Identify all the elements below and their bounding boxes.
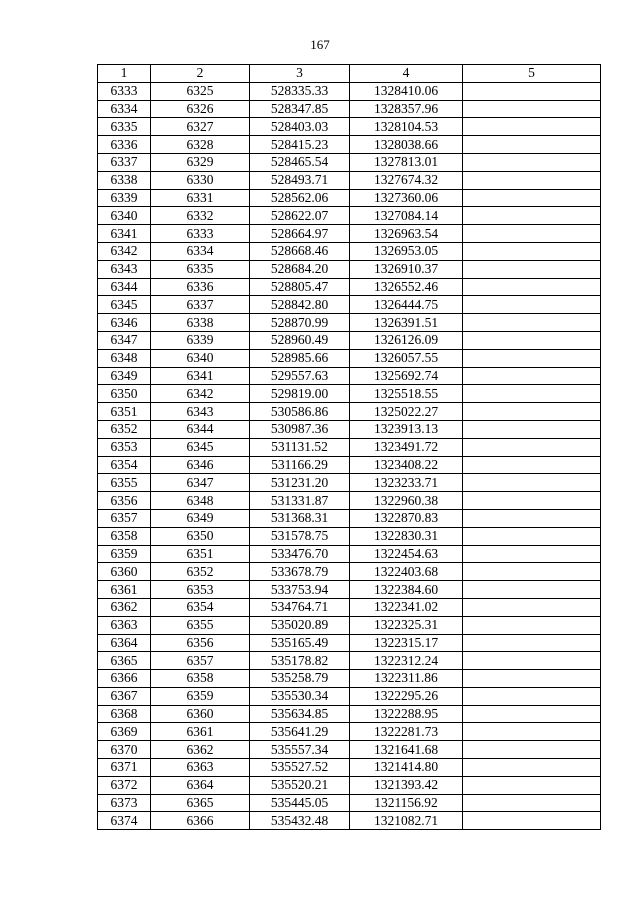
column-header-4: 4: [350, 65, 463, 83]
table-cell-col-1: 6351: [98, 403, 151, 421]
column-header-5: 5: [463, 65, 601, 83]
table-row: [98, 652, 601, 670]
table-cell-col-5: [463, 474, 601, 492]
table-cell-col-3: 535634.85: [250, 705, 350, 723]
table-cell-col-2: 6365: [151, 794, 250, 812]
table-cell-col-5: [463, 153, 601, 171]
table-cell-col-4: 1326953.05: [350, 242, 463, 260]
table-cell-col-1: 6363: [98, 616, 151, 634]
table-cell-col-2: 6333: [151, 225, 250, 243]
table-row: [98, 136, 601, 154]
table-cell-col-3: 528684.20: [250, 260, 350, 278]
table-cell-col-1: 6336: [98, 136, 151, 154]
table-cell-col-1: 6338: [98, 171, 151, 189]
table-cell-col-2: 6343: [151, 403, 250, 421]
table-cell-col-5: [463, 812, 601, 830]
table-cell-col-4: 1322960.38: [350, 492, 463, 510]
table-cell-col-4: 1322870.83: [350, 509, 463, 527]
table-cell-col-5: [463, 260, 601, 278]
table-cell-col-2: 6347: [151, 474, 250, 492]
table-cell-col-5: [463, 82, 601, 100]
table-cell-col-5: [463, 545, 601, 563]
table-row: [98, 153, 601, 171]
table-cell-col-5: [463, 456, 601, 474]
table-cell-col-1: 6374: [98, 812, 151, 830]
table-cell-col-2: 6360: [151, 705, 250, 723]
table-cell-col-5: [463, 759, 601, 777]
table-cell-col-2: 6363: [151, 759, 250, 777]
table-row: [98, 260, 601, 278]
table-cell-col-2: 6341: [151, 367, 250, 385]
table-cell-col-4: 1322384.60: [350, 581, 463, 599]
table-cell-col-3: 535258.79: [250, 670, 350, 688]
table-cell-col-3: 535445.05: [250, 794, 350, 812]
table-row: [98, 367, 601, 385]
table-cell-col-1: 6335: [98, 118, 151, 136]
table-cell-col-1: 6373: [98, 794, 151, 812]
table-cell-col-1: 6358: [98, 527, 151, 545]
table-cell-col-2: 6349: [151, 509, 250, 527]
table-row: [98, 616, 601, 634]
table-cell-col-3: 528335.33: [250, 82, 350, 100]
table-cell-col-5: [463, 581, 601, 599]
table-cell-col-2: 6330: [151, 171, 250, 189]
table-row: [98, 794, 601, 812]
table-cell-col-5: [463, 705, 601, 723]
table-cell-col-5: [463, 670, 601, 688]
table-cell-col-1: 6367: [98, 687, 151, 705]
table-cell-col-3: 528562.06: [250, 189, 350, 207]
table-cell-col-1: 6369: [98, 723, 151, 741]
table-cell-col-2: 6352: [151, 563, 250, 581]
table-cell-col-3: 533476.70: [250, 545, 350, 563]
table-row: [98, 545, 601, 563]
table-cell-col-2: 6342: [151, 385, 250, 403]
table-cell-col-3: 531578.75: [250, 527, 350, 545]
table-cell-col-2: 6335: [151, 260, 250, 278]
table-cell-col-4: 1326126.09: [350, 331, 463, 349]
table-cell-col-3: 531166.29: [250, 456, 350, 474]
table-cell-col-3: 530987.36: [250, 420, 350, 438]
table-row: [98, 705, 601, 723]
table-row: [98, 207, 601, 225]
table-row: [98, 385, 601, 403]
table-cell-col-5: [463, 385, 601, 403]
table-cell-col-4: 1322312.24: [350, 652, 463, 670]
table-cell-col-5: [463, 136, 601, 154]
table-cell-col-4: 1323233.71: [350, 474, 463, 492]
table-row: [98, 403, 601, 421]
table-row: [98, 100, 601, 118]
table-cell-col-4: 1322295.26: [350, 687, 463, 705]
table-cell-col-5: [463, 509, 601, 527]
table-cell-col-1: 6370: [98, 741, 151, 759]
table-cell-col-2: 6348: [151, 492, 250, 510]
table-cell-col-4: 1321082.71: [350, 812, 463, 830]
table-row: [98, 776, 601, 794]
table-cell-col-2: 6340: [151, 349, 250, 367]
table-cell-col-4: 1327674.32: [350, 171, 463, 189]
table-cell-col-1: 6345: [98, 296, 151, 314]
table-cell-col-4: 1328104.53: [350, 118, 463, 136]
table-cell-col-4: 1323408.22: [350, 456, 463, 474]
table-cell-col-5: [463, 563, 601, 581]
table-cell-col-5: [463, 118, 601, 136]
table-cell-col-1: 6348: [98, 349, 151, 367]
table-cell-col-3: 535520.21: [250, 776, 350, 794]
table-row: [98, 242, 601, 260]
table-row: [98, 278, 601, 296]
table-cell-col-4: 1322454.63: [350, 545, 463, 563]
table-row: [98, 189, 601, 207]
table-cell-col-3: 528870.99: [250, 314, 350, 332]
table-cell-col-5: [463, 403, 601, 421]
table-row: [98, 509, 601, 527]
page-number: 167: [310, 37, 330, 52]
table-cell-col-5: [463, 438, 601, 456]
table-cell-col-4: 1325518.55: [350, 385, 463, 403]
table-cell-col-1: 6357: [98, 509, 151, 527]
table-cell-col-5: [463, 242, 601, 260]
table-row: [98, 456, 601, 474]
table-cell-col-5: [463, 225, 601, 243]
table-cell-col-4: 1322325.31: [350, 616, 463, 634]
table-cell-col-4: 1321156.92: [350, 794, 463, 812]
table-cell-col-1: 6361: [98, 581, 151, 599]
table-cell-col-3: 528985.66: [250, 349, 350, 367]
table-cell-col-5: [463, 616, 601, 634]
table-row: [98, 670, 601, 688]
table-cell-col-3: 528465.54: [250, 153, 350, 171]
table-cell-col-4: 1322403.68: [350, 563, 463, 581]
table-cell-col-2: 6361: [151, 723, 250, 741]
table-cell-col-5: [463, 349, 601, 367]
table-cell-col-3: 533753.94: [250, 581, 350, 599]
table-row: [98, 634, 601, 652]
table-cell-col-5: [463, 652, 601, 670]
table-cell-col-5: [463, 367, 601, 385]
table-cell-col-2: 6332: [151, 207, 250, 225]
table-cell-col-1: 6342: [98, 242, 151, 260]
table-cell-col-4: 1326552.46: [350, 278, 463, 296]
table-cell-col-4: 1326910.37: [350, 260, 463, 278]
table-row: [98, 527, 601, 545]
table-cell-col-2: 6337: [151, 296, 250, 314]
table-cell-col-4: 1326963.54: [350, 225, 463, 243]
table-cell-col-2: 6362: [151, 741, 250, 759]
table-cell-col-5: [463, 527, 601, 545]
table-cell-col-5: [463, 420, 601, 438]
table-cell-col-2: 6350: [151, 527, 250, 545]
table-row: [98, 82, 601, 100]
table-cell-col-2: 6329: [151, 153, 250, 171]
table-row: [98, 349, 601, 367]
table-row: [98, 438, 601, 456]
table-cell-col-4: 1321641.68: [350, 741, 463, 759]
table-cell-col-3: 535527.52: [250, 759, 350, 777]
table-cell-col-2: 6331: [151, 189, 250, 207]
table-cell-col-4: 1321414.80: [350, 759, 463, 777]
column-header-3: 3: [250, 65, 350, 83]
table-cell-col-5: [463, 776, 601, 794]
table-cell-col-4: 1322315.17: [350, 634, 463, 652]
table-cell-col-4: 1323491.72: [350, 438, 463, 456]
table-cell-col-1: 6359: [98, 545, 151, 563]
table-cell-col-2: 6325: [151, 82, 250, 100]
table-cell-col-4: 1322281.73: [350, 723, 463, 741]
table-cell-col-3: 528493.71: [250, 171, 350, 189]
table-cell-col-4: 1325022.27: [350, 403, 463, 421]
table-cell-col-5: [463, 723, 601, 741]
table-row: [98, 171, 601, 189]
table-cell-col-2: 6326: [151, 100, 250, 118]
table-cell-col-1: 6347: [98, 331, 151, 349]
table-row: [98, 723, 601, 741]
table-cell-col-1: 6371: [98, 759, 151, 777]
table-cell-col-3: 528415.23: [250, 136, 350, 154]
table-cell-col-3: 533678.79: [250, 563, 350, 581]
table-cell-col-2: 6351: [151, 545, 250, 563]
table-cell-col-4: 1325692.74: [350, 367, 463, 385]
table-cell-col-1: 6356: [98, 492, 151, 510]
table-cell-col-3: 535530.34: [250, 687, 350, 705]
table-cell-col-1: 6366: [98, 670, 151, 688]
table-cell-col-1: 6362: [98, 598, 151, 616]
table-cell-col-5: [463, 687, 601, 705]
table-cell-col-5: [463, 598, 601, 616]
table-row: [98, 741, 601, 759]
table-cell-col-3: 528668.46: [250, 242, 350, 260]
table-row: [98, 314, 601, 332]
table-cell-col-3: 531131.52: [250, 438, 350, 456]
table-cell-col-5: [463, 794, 601, 812]
table-cell-col-5: [463, 331, 601, 349]
column-header-2: 2: [151, 65, 250, 83]
table-cell-col-1: 6360: [98, 563, 151, 581]
table-cell-col-1: 6344: [98, 278, 151, 296]
table-row: [98, 563, 601, 581]
table-cell-col-3: 528622.07: [250, 207, 350, 225]
table-row: [98, 118, 601, 136]
table-cell-col-1: 6354: [98, 456, 151, 474]
table-cell-col-4: 1328410.06: [350, 82, 463, 100]
table-cell-col-1: 6355: [98, 474, 151, 492]
table-cell-col-2: 6353: [151, 581, 250, 599]
table-cell-col-1: 6340: [98, 207, 151, 225]
table-cell-col-4: 1322311.86: [350, 670, 463, 688]
table-cell-col-3: 535641.29: [250, 723, 350, 741]
table-cell-col-1: 6350: [98, 385, 151, 403]
table-cell-col-3: 535165.49: [250, 634, 350, 652]
table-body: [98, 82, 601, 829]
table-cell-col-3: 535557.34: [250, 741, 350, 759]
table-cell-col-1: 6341: [98, 225, 151, 243]
table-cell-col-3: 528403.03: [250, 118, 350, 136]
table-cell-col-4: 1322288.95: [350, 705, 463, 723]
table-cell-col-2: 6358: [151, 670, 250, 688]
table-header-row: [98, 65, 601, 83]
table-cell-col-1: 6339: [98, 189, 151, 207]
table-cell-col-5: [463, 278, 601, 296]
table-cell-col-2: 6359: [151, 687, 250, 705]
table-cell-col-3: 535432.48: [250, 812, 350, 830]
table-cell-col-2: 6344: [151, 420, 250, 438]
table-cell-col-2: 6364: [151, 776, 250, 794]
table-cell-col-4: 1327360.06: [350, 189, 463, 207]
table-cell-col-1: 6333: [98, 82, 151, 100]
table-cell-col-5: [463, 171, 601, 189]
table-row: [98, 331, 601, 349]
table-row: [98, 581, 601, 599]
table-cell-col-1: 6353: [98, 438, 151, 456]
table-cell-col-4: 1322830.31: [350, 527, 463, 545]
table-cell-col-3: 528347.85: [250, 100, 350, 118]
table-cell-col-3: 531331.87: [250, 492, 350, 510]
table-row: [98, 598, 601, 616]
table-row: [98, 296, 601, 314]
table-cell-col-1: 6352: [98, 420, 151, 438]
table-cell-col-2: 6366: [151, 812, 250, 830]
table-cell-col-1: 6365: [98, 652, 151, 670]
table-cell-col-3: 528805.47: [250, 278, 350, 296]
table-row: [98, 812, 601, 830]
coordinates-table: [97, 64, 601, 830]
table-cell-col-5: [463, 296, 601, 314]
table-cell-col-1: 6372: [98, 776, 151, 794]
table-cell-col-1: 6334: [98, 100, 151, 118]
table-cell-col-5: [463, 189, 601, 207]
table-cell-col-4: 1322341.02: [350, 598, 463, 616]
table-row: [98, 492, 601, 510]
table-cell-col-3: 531368.31: [250, 509, 350, 527]
table-cell-col-3: 528842.80: [250, 296, 350, 314]
table-cell-col-1: 6346: [98, 314, 151, 332]
table-cell-col-5: [463, 314, 601, 332]
table-cell-col-4: 1326444.75: [350, 296, 463, 314]
table-cell-col-3: 535020.89: [250, 616, 350, 634]
table-cell-col-2: 6356: [151, 634, 250, 652]
table-cell-col-3: 534764.71: [250, 598, 350, 616]
table-cell-col-4: 1326391.51: [350, 314, 463, 332]
table-cell-col-3: 535178.82: [250, 652, 350, 670]
table-cell-col-1: 6368: [98, 705, 151, 723]
table-row: [98, 759, 601, 777]
table-row: [98, 474, 601, 492]
table-cell-col-2: 6346: [151, 456, 250, 474]
table-cell-col-2: 6355: [151, 616, 250, 634]
table-cell-col-4: 1328038.66: [350, 136, 463, 154]
table-cell-col-2: 6334: [151, 242, 250, 260]
table-cell-col-5: [463, 634, 601, 652]
table-cell-col-2: 6327: [151, 118, 250, 136]
table-cell-col-2: 6328: [151, 136, 250, 154]
table-cell-col-3: 529557.63: [250, 367, 350, 385]
table-cell-col-1: 6337: [98, 153, 151, 171]
table-cell-col-1: 6343: [98, 260, 151, 278]
table-cell-col-4: 1321393.42: [350, 776, 463, 794]
table-cell-col-3: 530586.86: [250, 403, 350, 421]
table-cell-col-2: 6354: [151, 598, 250, 616]
table-cell-col-5: [463, 492, 601, 510]
table-cell-col-4: 1327084.14: [350, 207, 463, 225]
column-header-1: 1: [98, 65, 151, 83]
table-cell-col-2: 6357: [151, 652, 250, 670]
table-cell-col-3: 531231.20: [250, 474, 350, 492]
table-cell-col-4: 1328357.96: [350, 100, 463, 118]
table-row: [98, 420, 601, 438]
table-cell-col-3: 528960.49: [250, 331, 350, 349]
table-cell-col-1: 6364: [98, 634, 151, 652]
table-cell-col-4: 1323913.13: [350, 420, 463, 438]
table-cell-col-3: 528664.97: [250, 225, 350, 243]
table-cell-col-1: 6349: [98, 367, 151, 385]
table-cell-col-2: 6345: [151, 438, 250, 456]
table-cell-col-2: 6336: [151, 278, 250, 296]
table-row: [98, 225, 601, 243]
table-cell-col-5: [463, 741, 601, 759]
table-cell-col-5: [463, 100, 601, 118]
table-cell-col-4: 1327813.01: [350, 153, 463, 171]
table-cell-col-2: 6339: [151, 331, 250, 349]
table-cell-col-5: [463, 207, 601, 225]
table-cell-col-3: 529819.00: [250, 385, 350, 403]
table-cell-col-4: 1326057.55: [350, 349, 463, 367]
table-cell-col-2: 6338: [151, 314, 250, 332]
table-row: [98, 687, 601, 705]
